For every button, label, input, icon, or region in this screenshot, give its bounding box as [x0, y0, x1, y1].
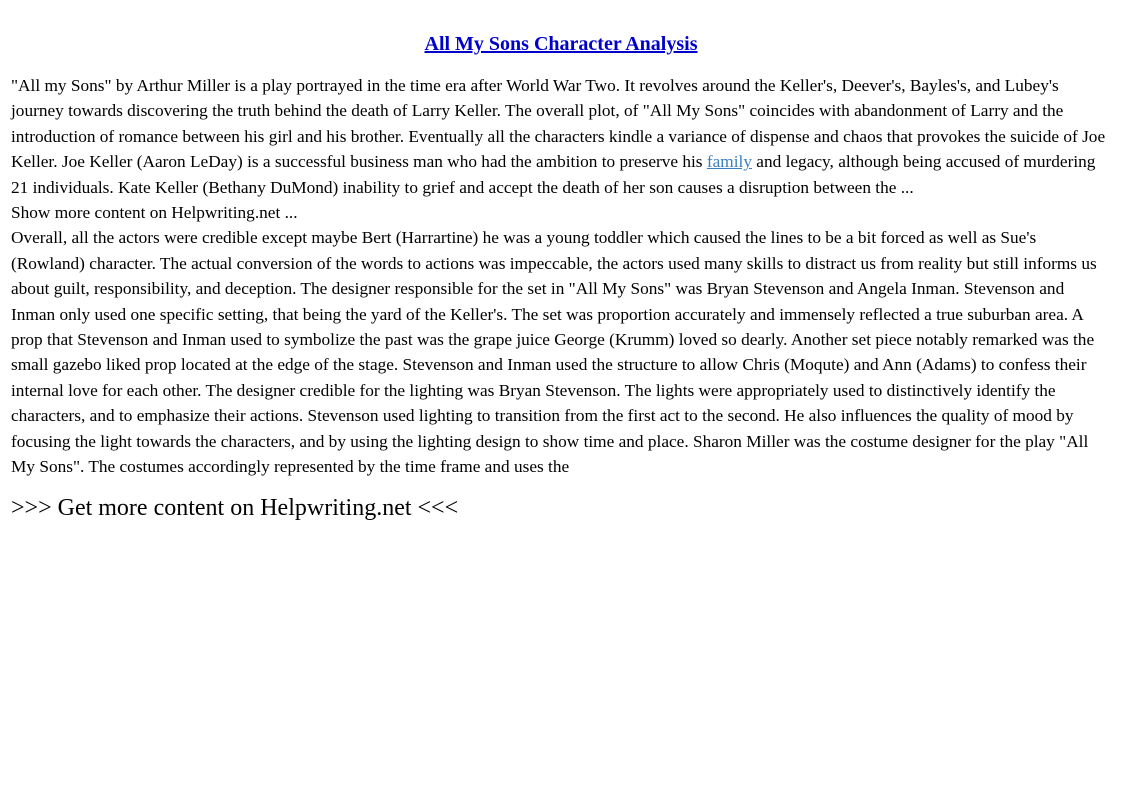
body-paragraph: Overall, all the actors were credible except maybe Bert (Harrartine) he was a young toddler which caused the lines to be a bit forced as well as Sue's (Rowland) character. The actual conversion of the words to actions was impeccable, the actors used many skills to distract us from reality but still informs us about guilt, responsibility, and deception. The designer responsible for the set in "All My Sons" was Bryan Stevenson and Angela Inman. Stevenson and Inman only used one specific setting, that being the yard of the Keller's. The set was proportion accurately and immensely reflected a true suburban area. A prop that Stevenson and Inman used to symbolize the past was the grape juice George (Krumm) loved so dearly. Another set piece notably remarked was the small gazebo liked prop located at the edge of the stage. Stevenson and Inman used the structure to allow Chris (Moqute) and Ann (Adams) to confess their internal love for each other. The designer credible for the lighting was Bryan Stevenson. The lights were appropriately used to distinctively identify the characters, and to emphasize their actions. Stevenson used lighting to transition from the first act to the second. He also influences the quality of mood by focusing the light towards the characters, and by using the lighting design to show time and place. Sharon Miller was the costume designer for the play "All My Sons". The costumes accordingly represented by the time frame and uses the — [11, 228, 1097, 477]
intro-text-after-link: and legacy, although being accused of murdering 21 individuals. Kate Keller (Bethany DuMond) inability to grief and accept the death of her son causes a disruption between the ... — [11, 152, 1096, 197]
document-page — [11, 0, 1111, 523]
title-container — [11, 31, 1111, 59]
page-title-link[interactable]: All My Sons Character Analysis — [424, 33, 698, 55]
article-body — [11, 73, 1111, 480]
show-more-text: Show more content on Helpwriting.net ... — [11, 203, 298, 223]
intro-text-before-link: "All my Sons" by Arthur Miller is a play portrayed in the time era after World War Two. It revolves around the Keller's, Deever's, Bayles's, and Lubey's journey towards discovering the truth behind the death of Larry Keller. The overall plot, of "All My Sons" coincides with abandonment of Larry and the introduction of romance between his girl and his brother. Eventually all the characters kindle a variance of dispense and chaos that provokes the suicide of Joe Keller. Joe Keller (Aaron LeDay) is a successful business man who had the ambition to preserve his — [11, 76, 1106, 172]
intro-paragraph — [11, 73, 1111, 200]
get-more-content-cta: >>> Get more content on Helpwriting.net <<< — [11, 494, 459, 521]
family-link[interactable]: family — [706, 152, 752, 172]
